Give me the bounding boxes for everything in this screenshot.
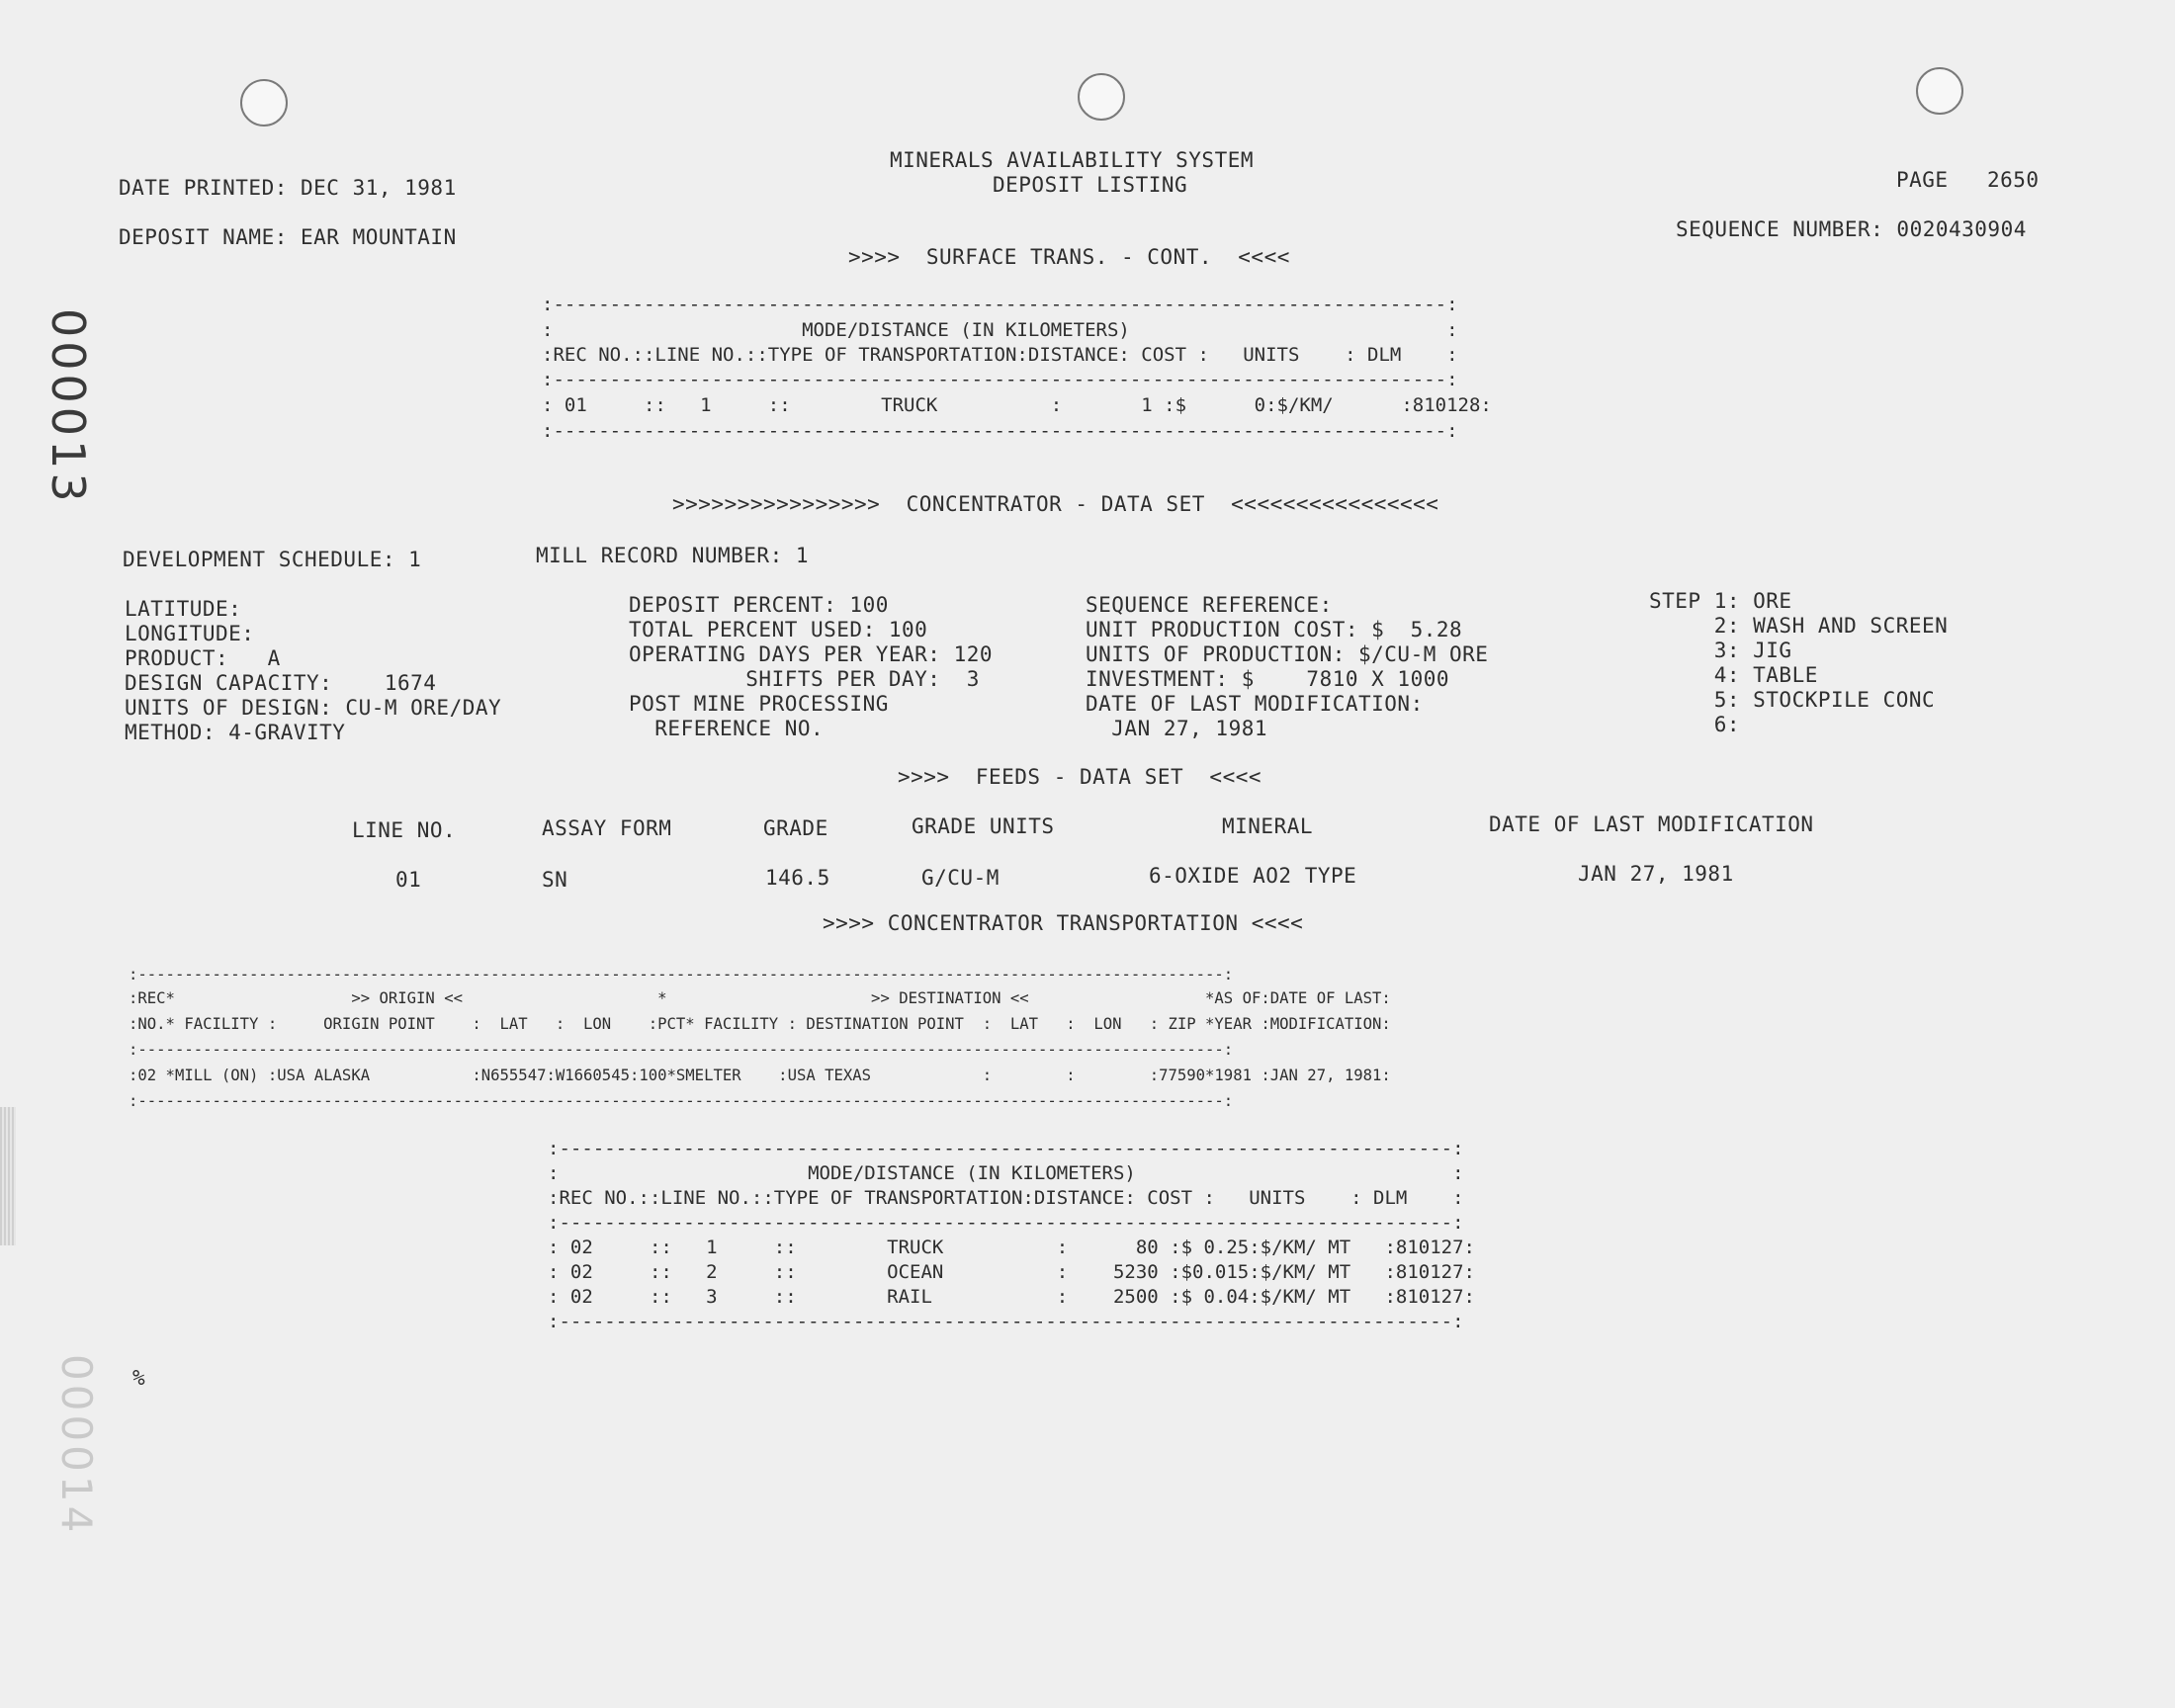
page-number: PAGE 2650 — [1896, 168, 2040, 192]
table-row: : 02 :: 1 :: TRUCK : 80 :$ 0.25:$/KM/ MT :810127: — [548, 1237, 1475, 1258]
table-line: :---------------------------------------------------------------------------------------------------------------------: — [129, 1041, 1234, 1059]
punch-hole-center — [1078, 73, 1125, 121]
table-line: :-------------------------------------------------------------------------------: — [542, 369, 1458, 390]
table-row: : 02 :: 2 :: OCEAN : 5230 :$0.015:$/KM/ MT :810127: — [548, 1261, 1475, 1283]
table-line: :REC* >> ORIGIN << * >> DESTINATION << *AS OF:DATE OF LAST: — [129, 989, 1391, 1007]
feeds-grade-units: G/CU-M — [921, 866, 1000, 890]
step-5: 5: STOCKPILE CONC — [1649, 688, 1936, 712]
feeds-col-line-no: LINE NO. — [352, 818, 457, 842]
table-line: : MODE/DISTANCE (IN KILOMETERS) : — [542, 319, 1458, 341]
sequence-reference: SEQUENCE REFERENCE: — [1086, 593, 1333, 617]
unit-production-cost: UNIT PRODUCTION COST: $ 5.28 — [1086, 618, 1463, 641]
table-line: :---------------------------------------------------------------------------------------------------------------------: — [129, 966, 1234, 983]
step-3: 3: JIG — [1649, 639, 1792, 662]
table-line: : MODE/DISTANCE (IN KILOMETERS) : — [548, 1162, 1464, 1184]
footer-mark: % — [132, 1366, 146, 1390]
table-row: : 01 :: 1 :: TRUCK : 1 :$ 0:$/KM/ :810128: — [542, 394, 1492, 416]
system-title: MINERALS AVAILABILITY SYSTEM — [890, 148, 1255, 172]
feeds-col-mineral: MINERAL — [1222, 814, 1314, 838]
table-line: :-------------------------------------------------------------------------------: — [548, 1311, 1464, 1332]
scan-edge — [0, 1107, 16, 1245]
table-line: :-------------------------------------------------------------------------------: — [548, 1212, 1464, 1234]
deposit-percent: DEPOSIT PERCENT: 100 — [629, 593, 889, 617]
table-line: :-------------------------------------------------------------------------------: — [542, 294, 1458, 315]
operating-days: OPERATING DAYS PER YEAR: 120 — [629, 642, 994, 666]
date-of-last-modification: DATE OF LAST MODIFICATION: — [1086, 692, 1424, 716]
design-capacity: DESIGN CAPACITY: 1674 — [125, 671, 437, 695]
table-line: :REC NO.::LINE NO.::TYPE OF TRANSPORTATION:DISTANCE: COST : UNITS : DLM : — [548, 1187, 1464, 1209]
feeds-col-grade: GRADE — [763, 816, 828, 840]
table-row: :02 *MILL (ON) :USA ALASKA :N655547:W1660545:100*SMELTER :USA TEXAS : : :77590*1981 :JAN 27, 1981: — [129, 1067, 1391, 1084]
date-printed: DATE PRINTED: DEC 31, 1981 — [119, 176, 457, 200]
feeds-assay-form: SN — [542, 868, 568, 892]
method: METHOD: 4-GRAVITY — [125, 721, 346, 744]
longitude: LONGITUDE: — [125, 622, 255, 645]
table-row: : 02 :: 3 :: RAIL : 2500 :$ 0.04:$/KM/ MT :810127: — [548, 1286, 1475, 1308]
conc-trans-title: >>>> CONCENTRATOR TRANSPORTATION <<<< — [823, 911, 1304, 935]
feeds-mineral: 6-OXIDE AO2 TYPE — [1149, 864, 1357, 888]
product: PRODUCT: A — [125, 646, 281, 670]
step-1: STEP 1: ORE — [1649, 589, 1792, 613]
punch-hole-left — [240, 79, 288, 127]
feeds-col-grade-units: GRADE UNITS — [912, 814, 1055, 838]
side-stamp-top: 000013 — [42, 308, 95, 506]
table-line: :NO.* FACILITY : ORIGIN POINT : LAT : LON :PCT* FACILITY : DESTINATION POINT : LAT : LON : ZIP *YEAR :MODIFICATION: — [129, 1015, 1391, 1033]
development-schedule: DEVELOPMENT SCHEDULE: 1 — [123, 548, 422, 571]
table-line: :REC NO.::LINE NO.::TYPE OF TRANSPORTATION:DISTANCE: COST : UNITS : DLM : — [542, 344, 1458, 366]
surface-trans-title: >>>> SURFACE TRANS. - CONT. <<<< — [848, 245, 1290, 269]
modification-date: JAN 27, 1981 — [1086, 717, 1268, 740]
mill-record-number: MILL RECORD NUMBER: 1 — [536, 544, 810, 567]
units-of-design: UNITS OF DESIGN: CU-M ORE/DAY — [125, 696, 502, 720]
punch-hole-right — [1916, 67, 1963, 115]
reference-no: REFERENCE NO. — [629, 717, 825, 740]
sequence-number: SEQUENCE NUMBER: 0020430904 — [1676, 217, 2027, 241]
side-stamp-bottom: 000014 — [52, 1354, 101, 1537]
step-4: 4: TABLE — [1649, 663, 1818, 687]
listing-title: DEPOSIT LISTING — [993, 173, 1188, 197]
feeds-col-date: DATE OF LAST MODIFICATION — [1489, 812, 1814, 836]
step-2: 2: WASH AND SCREEN — [1649, 614, 1949, 638]
table-line: :---------------------------------------------------------------------------------------------------------------------: — [129, 1092, 1234, 1110]
feeds-line-no: 01 — [395, 868, 422, 892]
feeds-grade: 146.5 — [765, 866, 830, 890]
table-line: :-------------------------------------------------------------------------------: — [542, 420, 1458, 442]
latitude: LATITUDE: — [125, 597, 242, 621]
table-line: :-------------------------------------------------------------------------------: — [548, 1138, 1464, 1159]
post-mine-processing: POST MINE PROCESSING — [629, 692, 889, 716]
feeds-date: JAN 27, 1981 — [1578, 862, 1734, 886]
deposit-name: DEPOSIT NAME: EAR MOUNTAIN — [119, 225, 457, 249]
feeds-col-assay-form: ASSAY FORM — [542, 816, 672, 840]
shifts-per-day: SHIFTS PER DAY: 3 — [629, 667, 980, 691]
units-of-production: UNITS OF PRODUCTION: $/CU-M ORE — [1086, 642, 1489, 666]
feeds-title: >>>> FEEDS - DATA SET <<<< — [898, 765, 1262, 789]
concentrator-title: >>>>>>>>>>>>>>>> CONCENTRATOR - DATA SET <<<<<<<<<<<<<<<< — [672, 492, 1439, 516]
investment: INVESTMENT: $ 7810 X 1000 — [1086, 667, 1450, 691]
step-6: 6: — [1649, 713, 1741, 736]
total-percent-used: TOTAL PERCENT USED: 100 — [629, 618, 928, 641]
